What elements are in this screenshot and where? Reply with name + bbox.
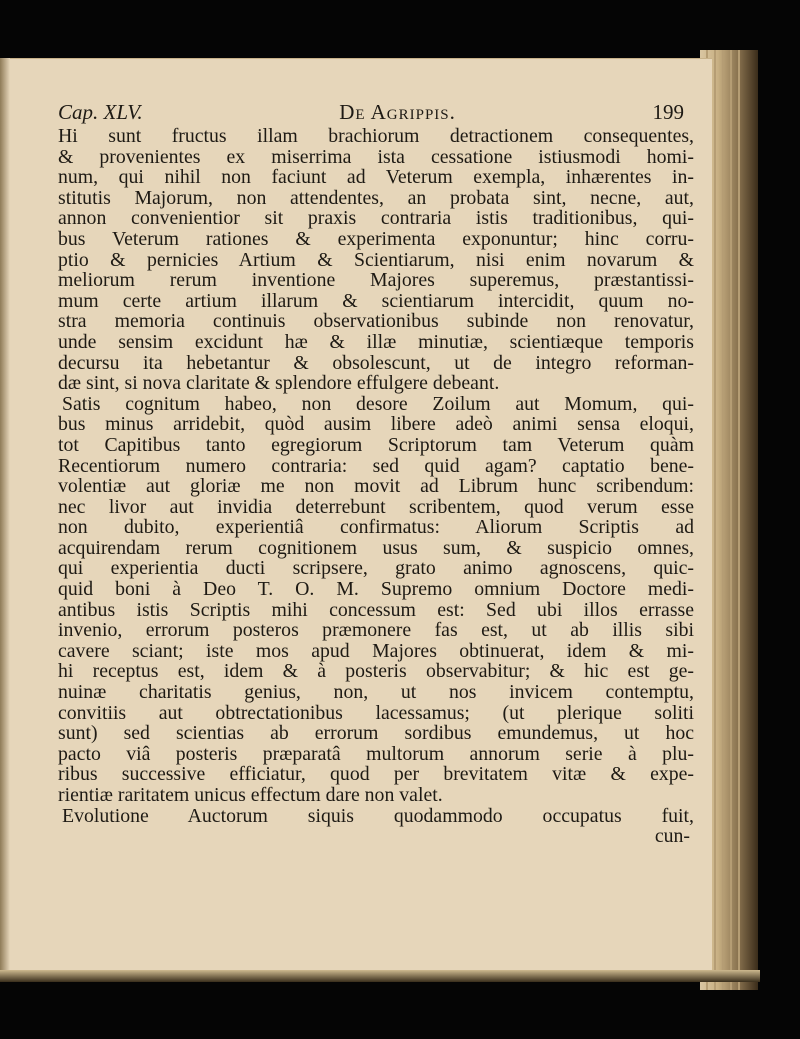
text-line: tot Capitibus tanto egregiorum Scriptorum tam Veterum quàm [58,433,694,456]
text-line: Evolutione Auctorum siquis quodammodo occupatus fuit, [62,804,694,827]
text-line: mum certe artium illarum & scientiarum intercidit, quum no- [58,289,694,312]
text-line: annon convenientior sit praxis contraria istis traditionibus, qui- [58,207,694,230]
page-content [58,100,694,847]
text-line: & provenientes ex miserrima ista cessatione istiusmodi homi- [58,145,694,168]
page-number: 199 [652,100,684,124]
text-line: hi receptus est, idem & à posteris observabitur; & hic est ge- [58,660,694,683]
text-line: stitutis Majorum, non attendentes, an probata sint, necne, aut, [58,186,694,209]
text-line: pacto viâ posteris præparatâ multorum annorum serie à plu- [58,742,694,765]
text-line: stra memoria continuis observationibus subinde non renovatur, [58,310,694,333]
running-head [58,100,694,124]
text-line: nuinæ charitatis genius, non, ut nos invicem contemptu, [58,681,694,704]
text-line: bus minus arridebit, quòd ausim libere adeò animi sensa eloqui, [58,413,694,436]
text-line: meliorum rerum inventione Majores superemus, præstantissi- [58,269,694,292]
text-line: qui experientia ducti scripsere, grato animo agnoscens, quic- [58,557,694,580]
text-line: invenio, errorum posteros præmonere fas est, ut ab illis sibi [58,619,694,642]
bottom-shadow [0,970,760,982]
text-line: non dubito, experientiâ confirmatus: Aliorum Scriptis ad [58,516,694,539]
body-text [58,126,694,826]
text-line: rientiæ raritatem unicus effectum dare non valet. [58,784,443,806]
running-title: De Agrippis. [339,100,456,124]
text-line: volentiæ aut gloriæ me non movit ad Librum hunc scribendum: [58,475,694,498]
text-line: sunt) sed scientias ab errorum sordibus emundemus, ut hoc [58,722,694,745]
text-line: num, qui nihil non faciunt ad Veterum exempla, inhærentes in- [58,166,694,189]
text-line: Recentiorum numero contraria: sed quid agam? captatio bene- [58,454,694,477]
spine-shadow [0,58,10,978]
text-line: ribus successive efficiatur, quod per brevitatem vitæ & expe- [58,763,694,786]
text-line: Hi sunt fructus illam brachiorum detractionem consequentes, [58,125,694,147]
text-line: cavere sciant; iste mos apud Majores obtinuerat, idem & mi- [58,639,694,662]
text-line: antibus istis Scriptis mihi concessum est: Sed ubi illos errasse [58,598,694,621]
text-line: convitiis aut obtrectationibus lacessamus; (ut plerique soliti [58,701,694,724]
text-line: ptio & pernicies Artium & Scientiarum, nisi enim novarum & [58,248,694,271]
text-line: quid boni à Deo T. O. M. Supremo omnium Doctore medi- [58,578,694,601]
text-line: bus Veterum rationes & experimenta exponuntur; hinc corru- [58,227,694,250]
text-line: decursu ita hebetantur & obsolescunt, ut de integro reforman- [58,351,694,374]
text-line: unde sensim excidunt hæ & illæ minutiæ, scientiæque temporis [58,330,694,353]
text-line: Satis cognitum habeo, non desore Zoilum aut Momum, qui- [62,392,694,415]
catchword: cun- [654,825,690,848]
text-line: dæ sint, si nova claritate & splendore effulgere debeant. [58,372,500,395]
text-line: acquirendam rerum cognitionem usus sum, & suspicio omnes, [58,536,694,559]
text-line: nec livor aut invidia deterrebunt scribentem, quod verum esse [58,495,694,518]
chapter-label: Cap. XLV. [58,100,143,124]
